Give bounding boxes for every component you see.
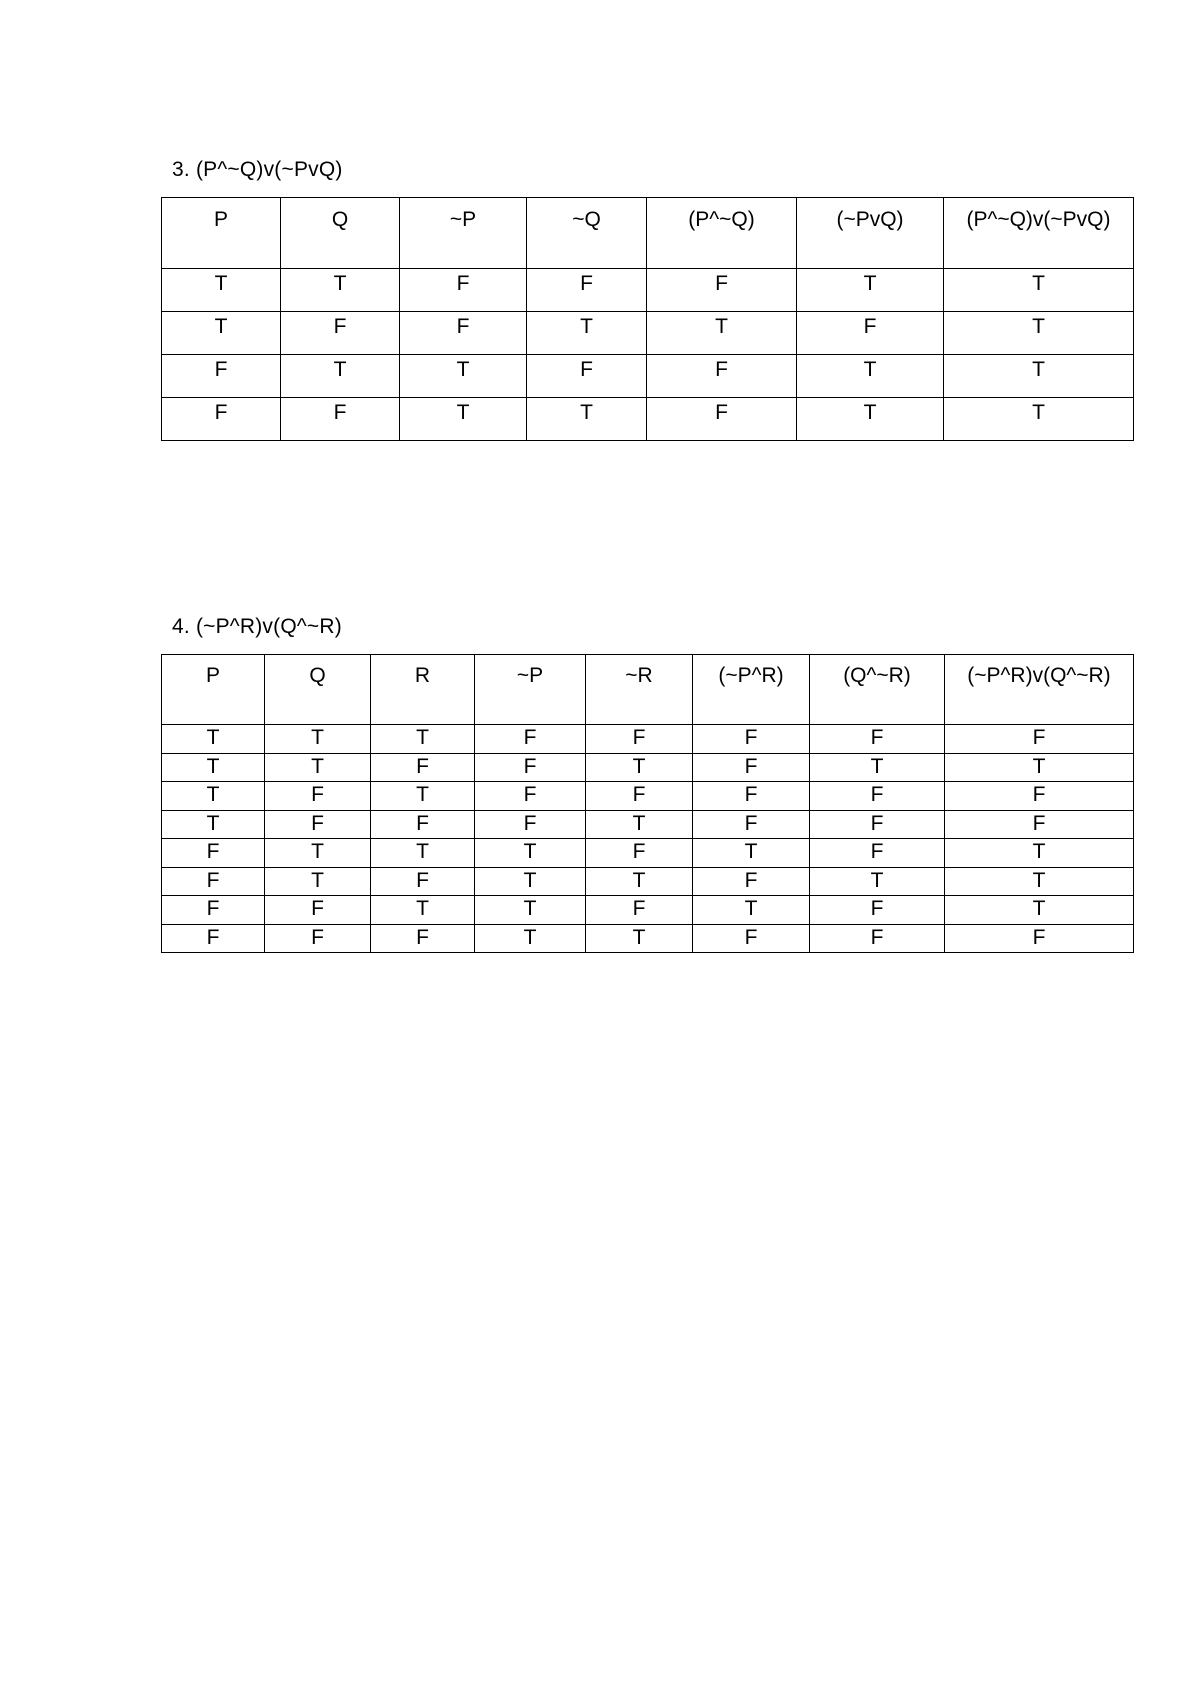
table-cell: T	[693, 839, 810, 868]
table-cell: F	[693, 867, 810, 896]
table-cell: F	[371, 810, 475, 839]
table-cell: F	[647, 269, 797, 312]
table-cell: T	[371, 896, 475, 925]
table-cell: T	[527, 398, 647, 441]
truth-table-3	[161, 197, 1134, 441]
table-cell: T	[162, 269, 281, 312]
table-row	[162, 398, 1134, 441]
table-cell: T	[371, 782, 475, 811]
table-cell: F	[693, 810, 810, 839]
table-cell: F	[475, 753, 586, 782]
table-cell: T	[527, 312, 647, 355]
table-cell: T	[945, 839, 1134, 868]
table-cell: T	[797, 269, 944, 312]
table-header-row	[162, 655, 1134, 725]
header-cell: P	[162, 655, 265, 725]
table-cell: F	[647, 355, 797, 398]
table-cell: T	[475, 924, 586, 953]
table-cell: F	[265, 896, 371, 925]
table-cell: F	[810, 896, 945, 925]
table-cell: F	[647, 398, 797, 441]
table-cell: F	[586, 782, 693, 811]
table-cell: F	[265, 782, 371, 811]
table-cell: F	[475, 782, 586, 811]
header-cell: P	[162, 198, 281, 269]
table-cell: T	[265, 753, 371, 782]
table-row	[162, 924, 1134, 953]
header-cell: ~Q	[527, 198, 647, 269]
table-cell: T	[944, 355, 1134, 398]
table-cell: T	[944, 269, 1134, 312]
table-cell: F	[400, 312, 527, 355]
table-cell: F	[945, 810, 1134, 839]
table-cell: T	[162, 725, 265, 754]
table-cell: T	[797, 355, 944, 398]
table-cell: F	[586, 896, 693, 925]
section-title-3: 3. (P^~Q)v(~PvQ)	[172, 158, 343, 181]
table-cell: F	[475, 725, 586, 754]
table-row	[162, 896, 1134, 925]
table-header-row	[162, 198, 1134, 269]
table-cell: F	[810, 924, 945, 953]
table-cell: F	[810, 839, 945, 868]
table-cell: T	[797, 398, 944, 441]
table-cell: F	[945, 924, 1134, 953]
section-title-4: 4. (~P^R)v(Q^~R)	[172, 615, 342, 638]
table-cell: T	[265, 725, 371, 754]
truth-table-4	[161, 654, 1134, 953]
header-cell: (P^~Q)	[647, 198, 797, 269]
table-cell: F	[162, 867, 265, 896]
header-cell: Q	[265, 655, 371, 725]
table-cell: F	[693, 725, 810, 754]
table-cell: F	[371, 753, 475, 782]
table-row	[162, 312, 1134, 355]
header-cell: (~P^R)	[693, 655, 810, 725]
table-row	[162, 810, 1134, 839]
table-cell: F	[371, 924, 475, 953]
table-cell: T	[162, 312, 281, 355]
header-cell: (P^~Q)v(~PvQ)	[944, 198, 1134, 269]
header-cell: Q	[281, 198, 400, 269]
table-cell: T	[693, 896, 810, 925]
table-cell: F	[162, 839, 265, 868]
table-cell: F	[527, 269, 647, 312]
table-cell: F	[693, 753, 810, 782]
table-cell: F	[162, 924, 265, 953]
table-cell: T	[945, 896, 1134, 925]
table-cell: T	[586, 867, 693, 896]
table-cell: T	[945, 753, 1134, 782]
table-cell: F	[371, 867, 475, 896]
table-cell: F	[527, 355, 647, 398]
table-row	[162, 753, 1134, 782]
table-cell: F	[162, 896, 265, 925]
header-cell: ~R	[586, 655, 693, 725]
header-cell: ~P	[400, 198, 527, 269]
table-cell: T	[265, 839, 371, 868]
table-cell: T	[647, 312, 797, 355]
table-cell: T	[281, 355, 400, 398]
table-cell: F	[586, 725, 693, 754]
table-cell: F	[281, 398, 400, 441]
table-cell: T	[371, 839, 475, 868]
table-row	[162, 839, 1134, 868]
table-cell: T	[400, 398, 527, 441]
table-cell: F	[162, 355, 281, 398]
table-row	[162, 269, 1134, 312]
table-cell: F	[281, 312, 400, 355]
table-cell: F	[797, 312, 944, 355]
table-cell: T	[475, 867, 586, 896]
table-cell: T	[371, 725, 475, 754]
table-cell: F	[810, 725, 945, 754]
table-row	[162, 725, 1134, 754]
table-cell: T	[281, 269, 400, 312]
table-cell: T	[586, 753, 693, 782]
table-cell: T	[162, 782, 265, 811]
table-row	[162, 355, 1134, 398]
table-row	[162, 782, 1134, 811]
table-cell: F	[162, 398, 281, 441]
table-cell: T	[810, 753, 945, 782]
table-cell: F	[265, 810, 371, 839]
table-cell: F	[265, 924, 371, 953]
table-cell: T	[944, 312, 1134, 355]
table-cell: T	[475, 839, 586, 868]
table-cell: F	[400, 269, 527, 312]
table-cell: T	[586, 924, 693, 953]
table-cell: F	[945, 725, 1134, 754]
header-cell: (~PvQ)	[797, 198, 944, 269]
header-cell: (Q^~R)	[810, 655, 945, 725]
table-cell: T	[162, 753, 265, 782]
table-cell: T	[944, 398, 1134, 441]
header-cell: (~P^R)v(Q^~R)	[945, 655, 1134, 725]
table-cell: F	[586, 839, 693, 868]
table-cell: F	[945, 782, 1134, 811]
table-cell: F	[475, 810, 586, 839]
table-row	[162, 867, 1134, 896]
table-cell: T	[810, 867, 945, 896]
table-cell: F	[693, 924, 810, 953]
table-cell: T	[586, 810, 693, 839]
table-cell: F	[810, 782, 945, 811]
table-cell: T	[400, 355, 527, 398]
table-cell: T	[945, 867, 1134, 896]
table-cell: T	[265, 867, 371, 896]
table-cell: F	[810, 810, 945, 839]
header-cell: R	[371, 655, 475, 725]
table-cell: T	[475, 896, 586, 925]
table-cell: T	[162, 810, 265, 839]
table-cell: F	[693, 782, 810, 811]
header-cell: ~P	[475, 655, 586, 725]
